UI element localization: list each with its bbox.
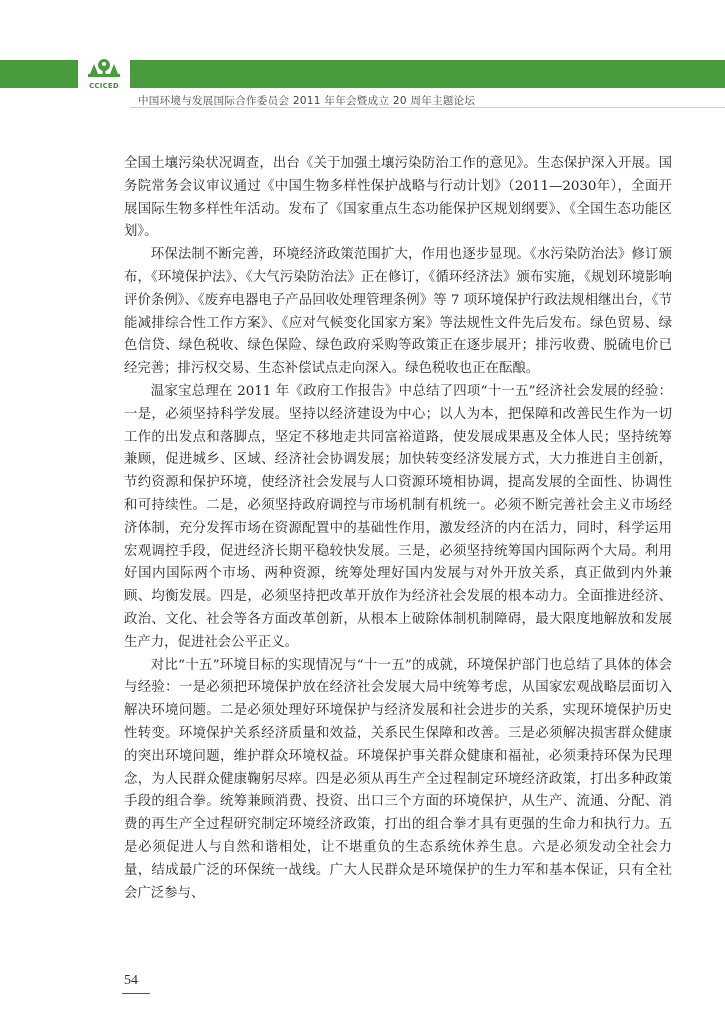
- tree-logo-icon: [86, 58, 122, 82]
- header-divider: [130, 107, 725, 108]
- logo-text: CCICED: [89, 82, 119, 90]
- page-number: 54: [124, 973, 138, 988]
- running-header-title: 中国环境与发展国际合作委员会 2011 年年会暨成立 20 周年主题论坛: [138, 95, 476, 107]
- paragraph: 温家宝总理在 2011 年《政府工作报告》中总结了四项“十一五”经济社会发展的经验：一是，必须坚持科学发展。坚持以经济建设为中心；以人为本，把保障和改善民生作为一切工作的出发点和落脚点，坚定不移地走共同富裕道路，使发展成果惠及全体人民；坚持统筹兼顾，促进城乡、区域、经济社会协调发展；加快转变经济发展方式，大力推进自主创新，节约资源和保护环境，使经济社会发展与人口资源环境相协调，提高发展的全面性、协调性和可持续性。二是，必须坚持政府调控与市场机制有机统一。必须不断完善社会主义市场经济体制，充分发挥市场在资源配置中的基础性作用，激发经济的内在活力，同时，科学运用宏观调控手段，促进经济长期平稳较快发展。三是，必须坚持统筹国内国际两个大局。利用好国内国际两个市场、两种资源，统筹处理好国内发展与对外开放关系，真正做到内外兼顾、均衡发展。四是，必须坚持把改革开放作为经济社会发展的根本动力。全面推进经济、政治、文化、社会等各方面改革创新，从根本上破除体制机制障碍，最大限度地解放和发展生产力，促进社会公平正义。: [124, 383, 672, 650]
- body-text: [124, 153, 672, 905]
- paragraph: 对比“十五”环境目标的实现情况与“十一五”的成就，环境保护部门也总结了具体的体会与经验：一是必须把环境保护放在经济社会发展大局中统筹考虑，从国家宏观战略层面切入解决环境问题。二是必须处理好环境保护与经济发展和社会进步的关系，实现环境保护历史性转变。环境保护关系经济质量和效益，关系民生保障和改善。三是必须解决损害群众健康的突出环境问题，维护群众环境权益。环境保护事关群众健康和福祉，必须秉持环保为民理念，为人民群众健康鞠躬尽瘁。四是必须从再生产全过程制定环境经济政策，打出多种政策手段的组合拳。统筹兼顾消费、投资、出口三个方面的环境保护，从生产、流通、分配、消费的再生产全过程研究制定环境经济政策，打出的组合拳才具有更强的生命力和执行力。五是必须促进人与自然和谐相处，让不堪重负的生态系统休养生息。六是必须发动全社会力量，结成最广泛的环保统一战线。广大人民群众是环境保护的生力军和基本保证，只有全社会广泛参与、: [124, 657, 672, 901]
- page-number-rule: [122, 993, 150, 994]
- paragraph: 全国土壤污染状况调查，出台《关于加强土壤污染防治工作的意见》。生态保护深入开展。国务院常务会议审议通过《中国生物多样性保护战略与行动计划》（2011—2030年），全面开展国际生物多样性年活动。发布了《国家重点生态功能保护区规划纲要》、《全国生态功能区划》。: [124, 156, 672, 240]
- paragraph: 环保法制不断完善，环境经济政策范围扩大，作用也逐步显现。《水污染防治法》修订颁布，《环境保护法》、《大气污染防治法》正在修订，《循环经济法》颁布实施，《规划环境影响评价条例》、《废弃电器电子产品回收处理管理条例》等 7 项环境保护行政法规相继出台，《节能减排综合性工作方案》、《应对气候变化国家方案》等法规性文件先后发布。绿色贸易、绿色信贷、绿色税收、绿色保险、绿色政府采购等政策正在逐步展开；排污收费、脱硫电价已经完善；排污权交易、生态补偿试点走向深入。绿色税收也正在酝酿。: [124, 247, 672, 377]
- cciced-logo: [78, 55, 130, 93]
